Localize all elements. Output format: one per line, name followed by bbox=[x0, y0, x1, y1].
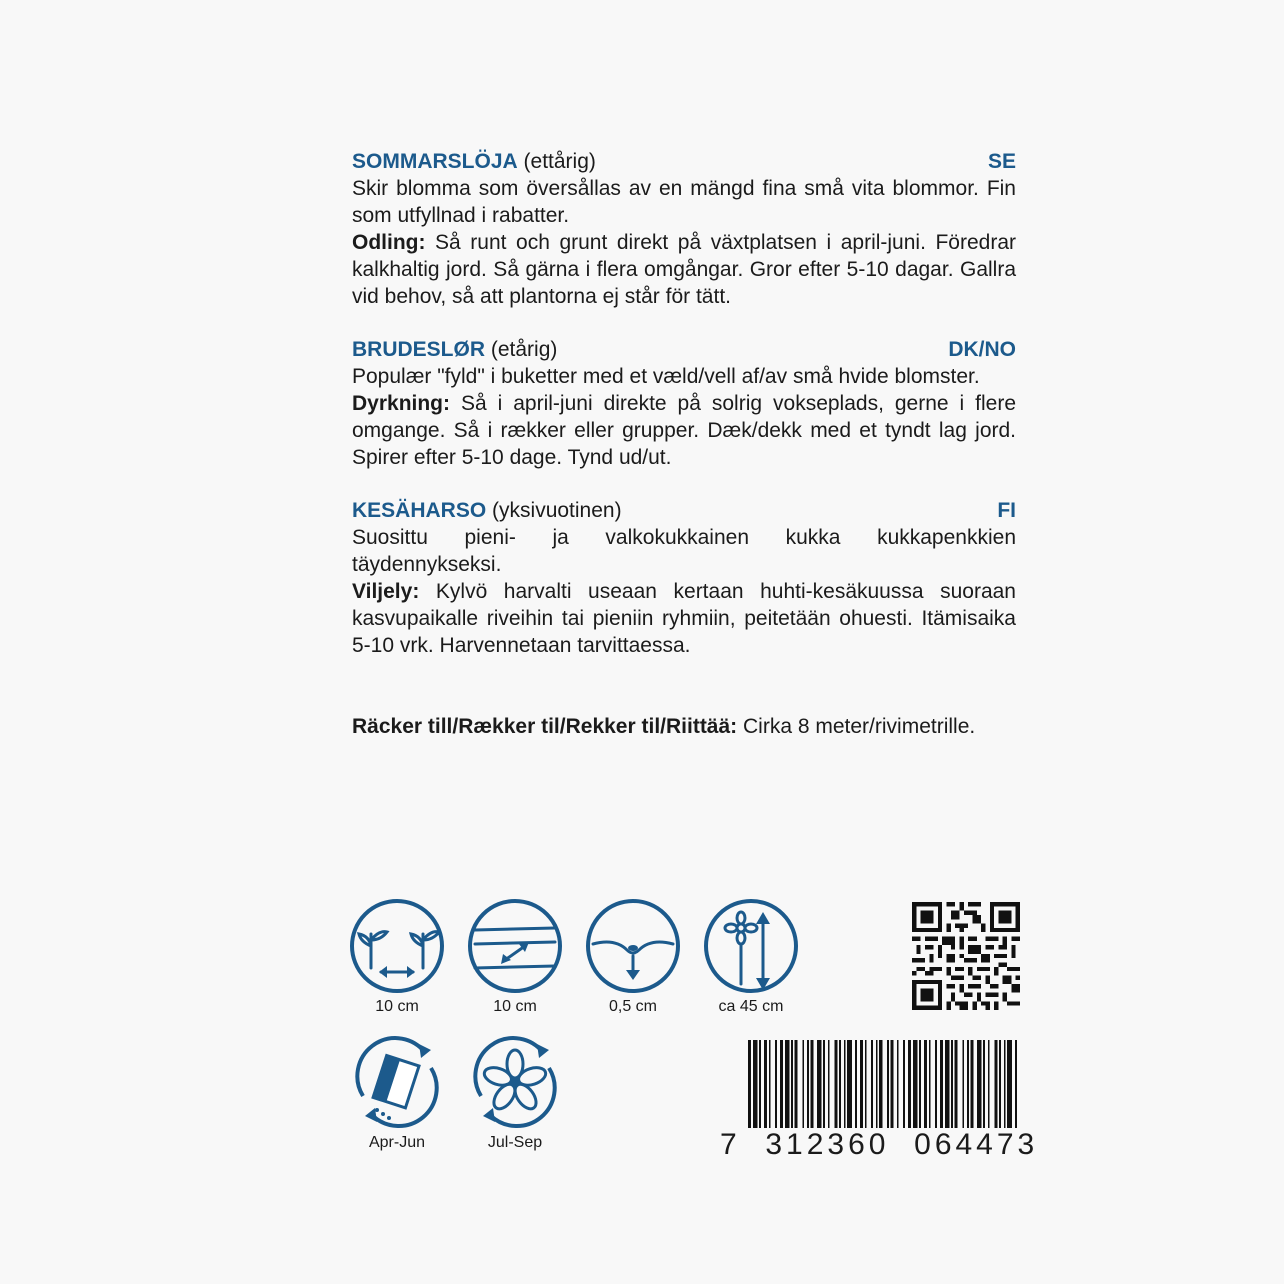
sowing-time-label: Apr-Jun bbox=[368, 1134, 426, 1151]
barcode-bar bbox=[791, 1040, 793, 1136]
barcode-bar bbox=[748, 1040, 751, 1136]
plant-height-cell bbox=[696, 898, 806, 1016]
flowering-time-cell bbox=[460, 1034, 570, 1152]
barcode-bar bbox=[924, 1040, 927, 1136]
barcode-bar bbox=[802, 1040, 804, 1136]
barcode-bar bbox=[1015, 1040, 1017, 1136]
barcode-bar bbox=[844, 1040, 846, 1136]
barcode-bar bbox=[988, 1040, 990, 1136]
barcode-bar bbox=[879, 1040, 882, 1136]
section-header bbox=[352, 148, 1016, 175]
language-code: FI bbox=[997, 499, 1016, 522]
cultivation-text bbox=[352, 229, 1016, 310]
sowing-depth-label: 0,5 cm bbox=[608, 998, 657, 1015]
qr-code[interactable] bbox=[912, 902, 1020, 1010]
cultivation-body: Så i april-juni direkte på solrig vokseplads, gerne i flere omgange. Så i rækker eller grupper. Dæk/dekk med et tyndt lag jord. Spirer efter 5-10 dage. Tynd ud/ut. bbox=[352, 392, 1017, 469]
barcode-bar bbox=[871, 1040, 873, 1136]
barcode-bar bbox=[780, 1040, 783, 1136]
barcode-bar bbox=[954, 1040, 957, 1136]
barcode-bar bbox=[962, 1040, 964, 1136]
cultivation-label: Odling: bbox=[352, 231, 426, 254]
plant-name: KESÄHARSO bbox=[352, 499, 487, 522]
barcode-bar bbox=[951, 1040, 953, 1136]
barcode-bar bbox=[764, 1040, 767, 1136]
barcode-bar bbox=[890, 1040, 893, 1136]
barcode-bar bbox=[753, 1040, 758, 1136]
barcode-bar bbox=[967, 1040, 969, 1136]
barcode-bar bbox=[945, 1040, 950, 1136]
sowing-depth-icon bbox=[585, 898, 681, 994]
barcode-bar bbox=[817, 1040, 822, 1136]
plant-subtitle: (ettårig) bbox=[523, 150, 596, 173]
barcode-bar bbox=[839, 1040, 841, 1136]
barcode bbox=[720, 1040, 1039, 1161]
barcode-bar bbox=[919, 1040, 921, 1136]
barcode-bar bbox=[775, 1040, 777, 1136]
barcode-bars bbox=[720, 1040, 1020, 1136]
barcode-bar bbox=[794, 1040, 797, 1136]
barcode-bar bbox=[903, 1040, 905, 1136]
barcode-bar bbox=[994, 1040, 997, 1136]
barcode-bar bbox=[823, 1040, 825, 1136]
plant-spacing-icon bbox=[349, 898, 445, 994]
barcode-bar bbox=[887, 1040, 889, 1136]
flowering-time-label: Jul-Sep bbox=[487, 1134, 543, 1151]
language-code: DK/NO bbox=[948, 338, 1016, 361]
cultivation-label: Viljely: bbox=[352, 580, 420, 603]
plant-subtitle: (etårig) bbox=[490, 338, 558, 361]
barcode-bar bbox=[865, 1040, 867, 1136]
plant-subtitle: (yksivuotinen) bbox=[492, 499, 622, 522]
sowing-depth-cell bbox=[578, 898, 688, 1016]
row-spacing-label: 10 cm bbox=[493, 998, 537, 1015]
plant-spacing-label: 10 cm bbox=[375, 998, 419, 1015]
cultivation-text bbox=[352, 578, 1016, 659]
barcode-bar bbox=[769, 1040, 771, 1136]
row-spacing-icon bbox=[467, 898, 563, 994]
plant-name: BRUDESLØR bbox=[352, 338, 486, 361]
cultivation-body: Så runt och grunt direkt på växtplatsen i april-juni. Föredrar kalkhaltig jord. Så gärna i flera omgångar. Gror efter 5-10 dagar. Gallra vid behov, så att plantorna ej står för tätt. bbox=[352, 231, 1016, 308]
section-dk-no bbox=[352, 336, 1016, 471]
plant-name: SOMMARSLÖJA bbox=[352, 150, 518, 173]
barcode-bar bbox=[999, 1040, 1001, 1136]
barcode-bar bbox=[876, 1040, 878, 1136]
seed-packet-cycle-icon bbox=[349, 1034, 445, 1130]
section-fi bbox=[352, 497, 1016, 659]
section-header bbox=[352, 497, 1016, 524]
section-header bbox=[352, 336, 1016, 363]
cultivation-body: Kylvö harvalti useaan kertaan huhti-kesäkuussa suoraan kasvupaikalle riveihin tai pieniin ryhmiin, peitetään ohuesti. Itämisaika 5-10 vrk. Harvennetaan tarvittaessa. bbox=[352, 580, 1016, 657]
barcode-bar bbox=[929, 1040, 931, 1136]
row-spacing-cell bbox=[460, 898, 570, 1016]
sowing-time-cell bbox=[342, 1034, 452, 1152]
barcode-bar bbox=[847, 1040, 852, 1136]
coverage-line bbox=[352, 713, 975, 740]
barcode-bar bbox=[1007, 1040, 1012, 1136]
barcode-bar bbox=[970, 1040, 973, 1136]
barcode-bar bbox=[1004, 1040, 1006, 1136]
barcode-digits: 7 312360 064473 bbox=[720, 1128, 1039, 1161]
plant-height-label: ca 45 cm bbox=[718, 998, 784, 1015]
plant-height-icon bbox=[703, 898, 799, 994]
barcode-bar bbox=[759, 1040, 761, 1136]
barcode-bar bbox=[807, 1040, 809, 1136]
cultivation-label: Dyrkning: bbox=[352, 392, 451, 415]
plant-description: Skir blomma som översållas av en mängd fina små vita blommor. Fin som utfyllnad i rabatter. bbox=[352, 177, 1016, 227]
plant-description: Populær "fyld" i buketter med et væld/vell af/av små hvide blomster. bbox=[352, 365, 980, 388]
barcode-bar bbox=[897, 1040, 899, 1136]
barcode-bar bbox=[828, 1040, 830, 1136]
barcode-bar bbox=[860, 1040, 863, 1136]
section-se bbox=[352, 148, 1016, 310]
barcode-bar bbox=[913, 1040, 918, 1136]
language-code: SE bbox=[987, 150, 1016, 173]
plant-spacing-cell bbox=[342, 898, 452, 1016]
barcode-bar bbox=[855, 1040, 857, 1136]
flower-cycle-icon bbox=[467, 1034, 563, 1130]
coverage-label: Räcker till/Rækker til/Rekker til/Riittää: bbox=[352, 715, 738, 738]
plant-description: Suosittu pieni- ja valkokukkainen kukka kukkapenkkien täydennykseksi. bbox=[352, 526, 1016, 576]
barcode-bar bbox=[785, 1040, 790, 1136]
barcode-bar bbox=[977, 1040, 982, 1136]
barcode-bar bbox=[983, 1040, 985, 1136]
coverage-value: Cirka 8 meter/rivimetrille. bbox=[743, 715, 976, 738]
barcode-bar bbox=[940, 1040, 943, 1136]
barcode-bar bbox=[908, 1040, 911, 1136]
barcode-bar bbox=[810, 1040, 813, 1136]
cultivation-text bbox=[352, 390, 1016, 471]
barcode-bar bbox=[935, 1040, 937, 1136]
barcode-bar bbox=[834, 1040, 837, 1136]
